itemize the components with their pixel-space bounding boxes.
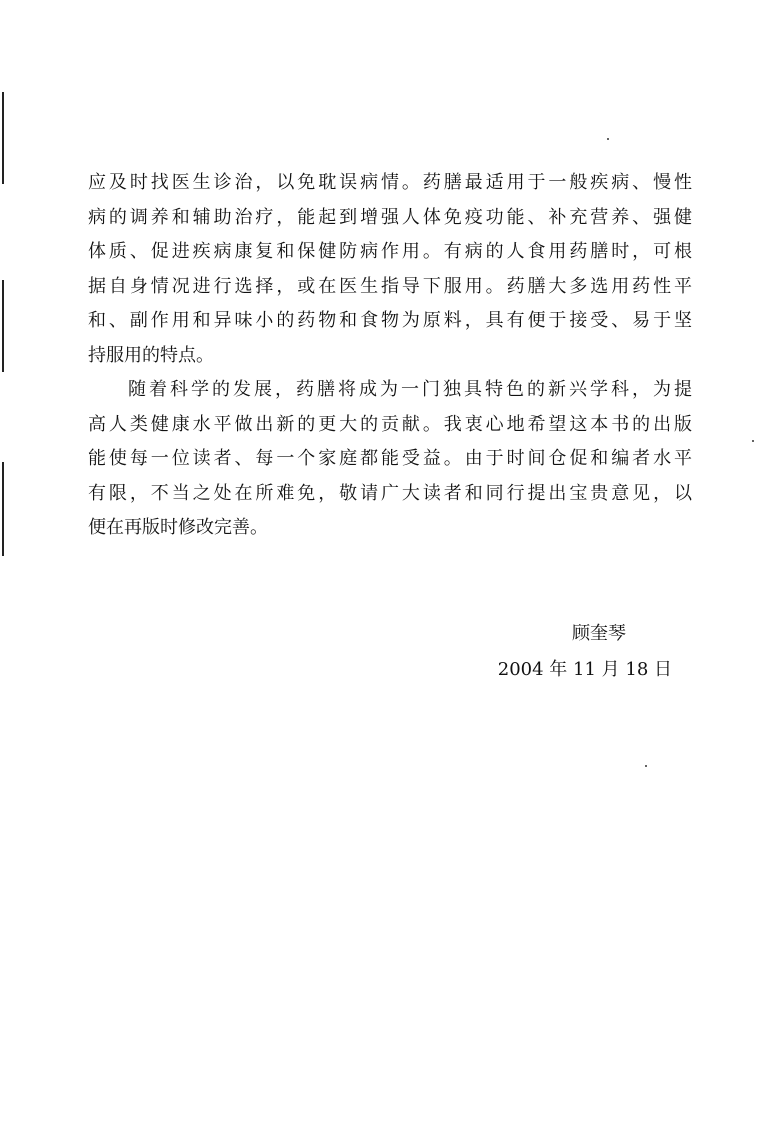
text-line: 持服用的特点。 <box>88 344 214 366</box>
scan-speck <box>607 138 609 140</box>
paragraph-2 <box>88 373 692 546</box>
paragraph-1 <box>88 166 692 373</box>
scan-speck <box>645 765 647 767</box>
scan-speck <box>752 440 754 442</box>
body-text <box>88 166 692 546</box>
text-line: 随着科学的发展，药膳将成为一门独具特色的新兴学科，为提 <box>128 379 692 400</box>
text-line: 和、副作用和异味小的药物和食物为原料，具有便于接受、易于坚 <box>88 310 692 331</box>
text-line: 体质、促进疾病康复和保健防病作用。有病的人食用药膳时，可根 <box>88 241 692 262</box>
scan-edge-mark-bottom <box>2 462 4 556</box>
text-line: 便在再版时修改完善。 <box>88 517 268 538</box>
text-line: 据自身情况进行选择，或在医生指导下服用。药膳大多选用药性平 <box>88 275 692 297</box>
scan-edge-mark-middle <box>2 280 4 372</box>
scan-edge-mark-top <box>2 92 4 184</box>
author-name: 顾奎琴 <box>572 623 626 644</box>
text-line: 能使每一位读者、每一个家庭都能受益。由于时间仓促和编者水平 <box>88 448 692 469</box>
text-line: 病的调养和辅助治疗，能起到增强人体免疫功能、补充营养、强健 <box>88 206 692 228</box>
text-line: 有限，不当之处在所难免，敬请广大读者和同行提出宝贵意见，以 <box>88 482 692 504</box>
signature-date: 2004 年 11 月 18 日 <box>497 659 672 680</box>
text-line: 高人类健康水平做出新的更大的贡献。我衷心地希望这本书的出版 <box>88 413 692 435</box>
signature-block <box>472 616 672 688</box>
text-line: 应及时找医生诊治，以免耽误病情。药膳最适用于一般疾病、慢性 <box>88 172 692 193</box>
